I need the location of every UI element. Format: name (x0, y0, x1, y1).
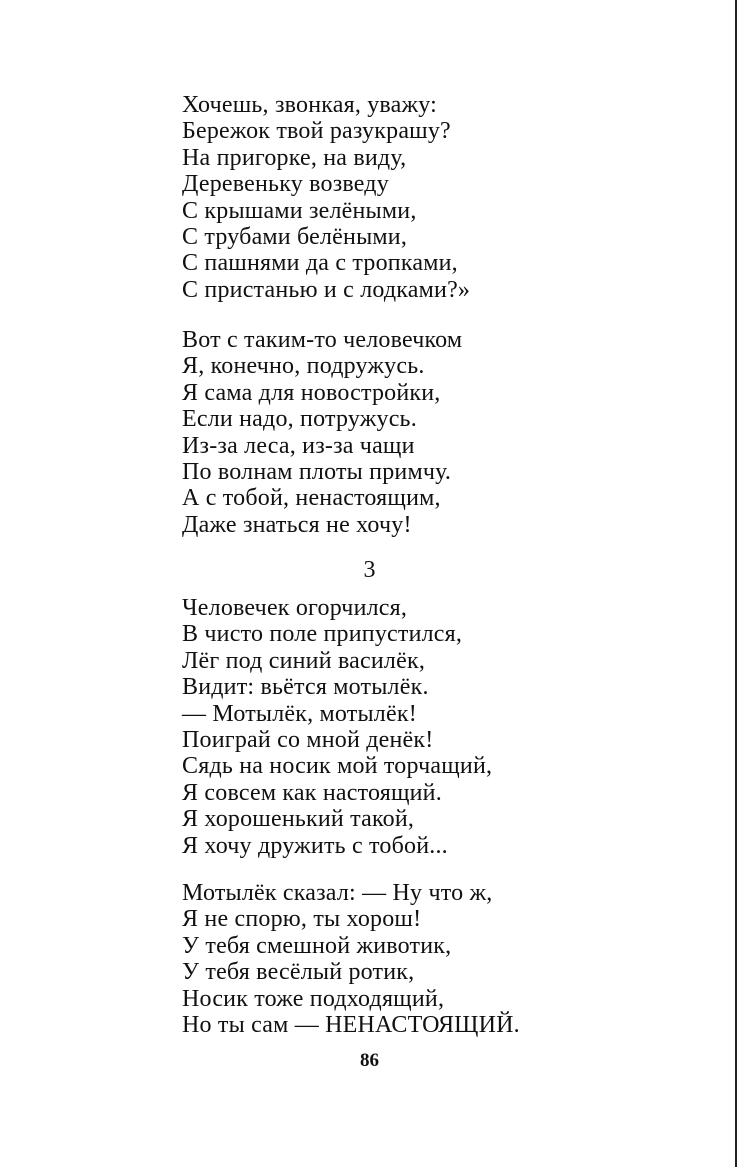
page-edge-border (735, 0, 737, 1167)
poem-line: В чисто поле припустился, (182, 621, 463, 648)
poem-line: Мотылёк сказал: — Ну что ж, (182, 880, 493, 906)
poem-line: А с тобой, ненастоящим, (182, 485, 441, 512)
poem-line: Бережок твой разукрашу? (182, 118, 451, 145)
stanza-3 (182, 595, 602, 859)
poem-line: С крышами зелёными, (182, 197, 417, 224)
poem-line: Поиграй со мной денёк! (182, 727, 434, 754)
poem-line: Человечек огорчился, (182, 595, 408, 621)
poem-line: — Мотылёк, мотылёк! (182, 700, 417, 727)
poem-line: Я хорошенький такой, (182, 806, 415, 833)
poem-line: Я хочу дружить с тобой... (182, 832, 448, 859)
stanza-2 (182, 327, 602, 538)
poem-line: Носик тоже подходящий, (182, 985, 445, 1012)
poem-line: С пристанью и с лодками?» (182, 276, 471, 303)
section-number: 3 (363, 557, 376, 583)
poem-line: Лёг под синий василёк, (182, 647, 426, 674)
poem-line: Даже знаться не хочу! (182, 511, 412, 538)
poem-line: Хочешь, звонкая, уважу: (182, 92, 438, 118)
poem-line: Я не спорю, ты хорош! (182, 906, 422, 933)
poem-line: По волнам плоты примчу. (182, 459, 452, 486)
poem-line: У тебя смешной животик, (182, 932, 452, 959)
poem-line: Если надо, потружусь. (182, 406, 417, 433)
poem-line: Деревеньку возведу (182, 171, 389, 198)
stanza-4 (182, 880, 602, 1038)
poem-line: Видит: вьётся мотылёк. (182, 674, 429, 701)
poem-line: У тебя весёлый ротик, (182, 959, 415, 986)
stanza-1 (182, 92, 602, 303)
poem-line: Я совсем как настоящий. (182, 779, 442, 806)
poem-line: Я сама для новостройки, (182, 379, 441, 406)
poem-line: Вот с таким-то человечком (182, 327, 463, 353)
page-number: 86 (360, 1050, 379, 1071)
poem-line: Сядь на носик мой торчащий, (182, 753, 493, 780)
poem-line: С трубами белёными, (182, 224, 408, 251)
poem-line: Из-за леса, из-за чащи (182, 432, 415, 459)
poem-line: Но ты сам — НЕНАСТОЯЩИЙ. (182, 1012, 520, 1039)
poem-line: Я, конечно, подружусь. (182, 353, 425, 380)
poem-line: С пашнями да с тропками, (182, 250, 458, 277)
poem-line: На пригорке, на виду, (182, 144, 407, 171)
